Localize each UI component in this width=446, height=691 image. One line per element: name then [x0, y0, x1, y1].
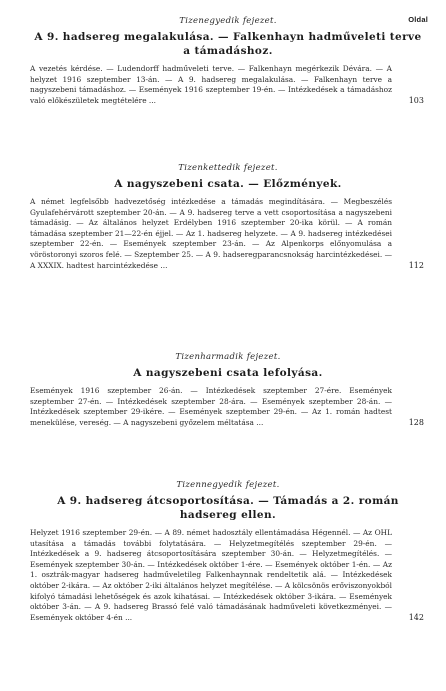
chapter-summary: [30, 197, 426, 271]
chapter-title: A 9. hadsereg átcsoportosítása. — Támadás a 2. román hadsereg ellen.: [57, 495, 399, 521]
chapter-summary: [30, 386, 426, 428]
chapter-summary-text: A vezetés kérdése. — Ludendorff hadműveleti terve. — Falkenhayn megérkezik Dévára. — A helyzet 1916 szeptember 13-án. — A 9. hadsereg megalakulása. — Falkenhayn terve a nagyszebeni támadáshoz. — Események 1916 szeptember 19-én. — Intézkedések a támadáshoz való előkészületek megtételére ...: [30, 64, 392, 105]
chapter-summary-text: A német legfelsőbb hadvezetőség intézkedése a támadás megindítására. — Megbeszélés Gyulafehérvárott szeptember 20-án. — A 9. hadsereg terve a vett csoportosítása a nagyszebeni támadásig. — Az általános helyzet Erdélyben 1916 szeptember 20-ika körül. — A román támadása szeptember 21—22-én éjjel. — Az 1. hadsereg helyzete. — A 9. hadsereg intézkedései szeptember 22-én. — Események szeptember 23-án. — Az Alpenkorps előnyomulása a vöröstoronyi szoros felé. — Szeptember 25. — A 9. hadseregparancsnokság harcintézkedései. — A XXXIX. hadtest harcintézkedése ...: [30, 197, 392, 270]
chapter-13: [30, 352, 426, 428]
chapter-heading: Tizenegyedik fejezet.: [179, 16, 277, 26]
chapter-heading: Tizenkettedik fejezet.: [178, 163, 278, 173]
chapter-11: [30, 16, 426, 106]
chapter-heading: Tizenharmadik fejezet.: [175, 352, 281, 362]
chapter-14: [30, 480, 426, 623]
page-number: 142: [408, 612, 424, 622]
page-number: 112: [408, 260, 424, 270]
chapter-title: A 9. hadsereg megalakulása. — Falkenhayn hadműveleti terve a támadáshoz.: [34, 31, 422, 57]
chapter-title: A nagyszebeni csata. — Előzmények.: [114, 178, 342, 190]
chapter-summary-text: Helyzet 1916 szeptember 29-én. — A 89. német hadosztály ellentámadása Hégennél. — Az OHL utasítása a támadás további folytatására. — Helyzetmegítélés szeptember 29-én. — Intézkedések a 9. hadsereg átcsoportosítására szeptember 30-án. — Helyzetmegítélés. — Események szeptember 30-án. — Intézkedések október 1-ére. — Események október 1-én. — Az 1. osztrák-magyar hadsereg hadműveletileg Falkenhaynnak rendeltetik alá. — Intézkedések október 2-ikára. — Az október 2-iki általános helyzet megítélése. — A kölcsönös erőviszonyokból kifolyó támadási lehetőségek és azok kihatásai. — Intézkedések október 3-ikára. — Események október 3-án. — A 9. hadsereg Brassó felé való támadásának hadműveleti következményei. — Események október 4-én ...: [30, 528, 392, 622]
chapter-12: [30, 163, 426, 271]
chapter-summary: [30, 528, 426, 623]
chapter-summary-text: Események 1916 szeptember 26-án. — Intézkedések szeptember 27-ére. Események szeptember 27-én. — Intézkedések szeptember 28-ára. — Események szeptember 28-án. — Intézkedések szeptember 29-ikére. — Események szeptember 29-én. — Az 1. román hadtest menekülése, vereség. — A nagyszebeni győzelem méltatása ...: [30, 386, 392, 427]
page-column-label: Oldal: [408, 15, 428, 24]
page-number: 103: [408, 95, 424, 105]
chapter-heading: Tizennegyedik fejezet.: [176, 480, 280, 490]
chapter-title: A nagyszebeni csata lefolyása.: [133, 367, 323, 379]
chapter-summary: [30, 64, 426, 106]
page-number: 128: [408, 417, 424, 427]
